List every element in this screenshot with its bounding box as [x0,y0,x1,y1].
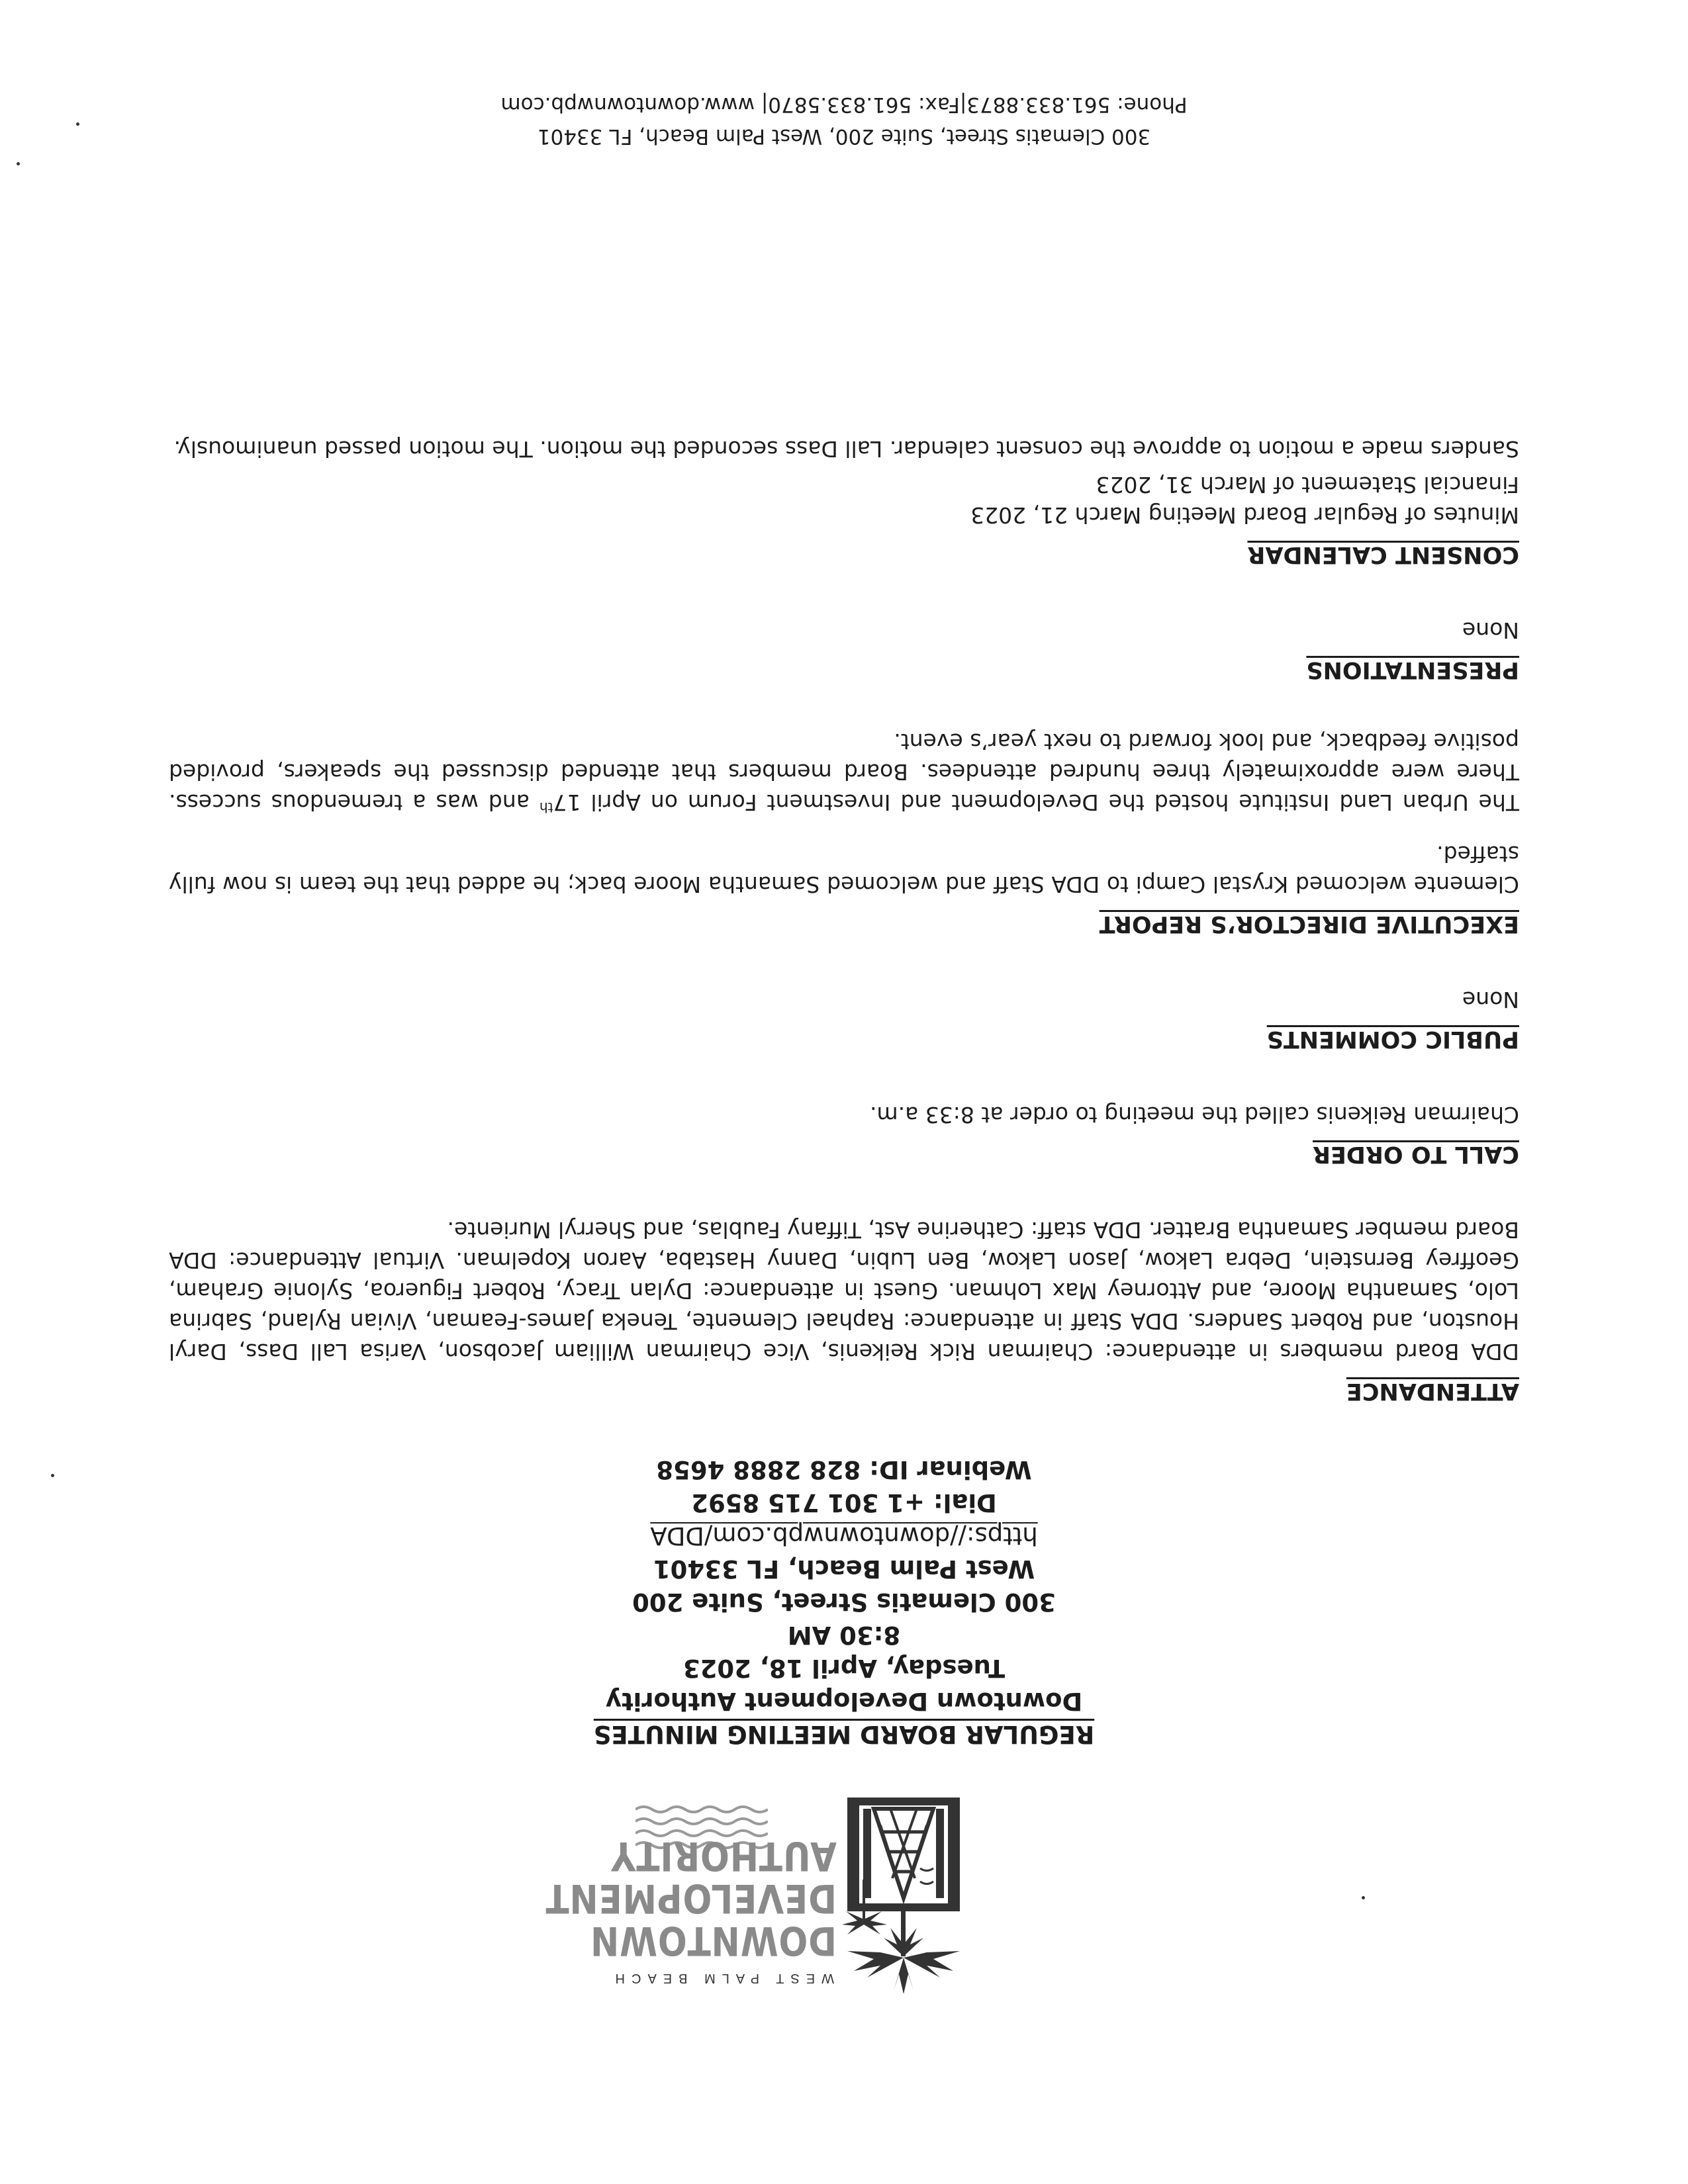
section-title-consent-calendar: CONSENT CALENDAR [1247,541,1519,568]
scan-speck [17,162,20,165]
consent-calendar-list [169,469,1519,530]
footer-contact: Phone: 561.833.8873|Fax: 561.833.5870| www.downtownwpb.com [500,93,1188,116]
ordinal-suffix: th [539,799,553,815]
executive-report-text-2 [169,726,1519,817]
section-title-call-to-order: CALL TO ORDER [1313,1141,1519,1167]
public-comments-text: None [1462,987,1519,1013]
attendance-text: DDA Board members in attendance: Chairman Rick Reikenis, Vice Chairman William Jacobson, Varisa Lall Dass, Daryl Houston, and Robert Sanders. DDA Staff in attendance: Raphael Clemente, Teneka James-Feaman, Vivian Ryland, Sabrina Lolo, Samantha Moore, and Attorney Max Lohman. Guest in attendance: Dylan Tracy, Robert Figueroa, Sylonie Graham, Geoffrey Bernstein, Debra Lakow, Jason Lakow, Ben Lubin, Danny Hastaba, Aaron Kopelman. Virtual Attendance: DDA Board member Samantha Bratter. DDA staff: Catherine Ast, Tiffany Faublas, and Sherryl Muriente. [169,1217,1519,1365]
meeting-date: Tuesday, April 18, 2023 [682,1654,1006,1682]
presentations-text: None [1462,617,1519,643]
section-title-attendance: ATTENDANCE [1346,1378,1519,1404]
scan-speck [1362,1896,1365,1899]
footer-address: 300 Clematis Street, Suite 200, West Palm Beach, FL 33401 [537,124,1151,148]
logo-word-authority: AUTHORITY [610,1833,837,1879]
list-item: Minutes of Regular Board Meeting March 21, 2023 [970,502,1519,528]
call-to-order-text: Chairman Reikenis called the meeting to order at 8:33 a.m. [869,1102,1519,1128]
logo-word-downtown: DOWNTOWN [590,1917,837,1964]
section-title-executive-report: EXECUTIVE DIRECTOR’S REPORT [1099,911,1519,937]
minutes-body [169,433,1519,1406]
webinar-id: Webinar ID: 828 2888 4658 [656,1455,1032,1484]
meeting-header [397,1453,1291,1751]
section-title-public-comments: PUBLIC COMMENTS [1266,1026,1519,1052]
logo-tagline: WEST PALM BEACH [608,1971,834,1985]
meeting-time: 8:30 AM [787,1621,901,1649]
palm-tree-logo-icon [841,1779,966,1997]
dial-in-number: Dial: +1 301 715 8592 [691,1488,997,1517]
scan-speck [76,122,79,126]
report-text-part: The Urban Land Institute hosted the Development and Investment Forum on April 17 [553,790,1519,815]
organization-name: Downtown Development Authority [605,1687,1083,1715]
document-title: REGULAR BOARD MEETING MINUTES [593,1720,1095,1749]
consent-calendar-motion-text: Sanders made a motion to approve the consent calendar. Lall Dass seconded the motion. The motion passed unanimously. [173,436,1519,462]
logo-word-development: DEVELOPMENT [545,1875,837,1921]
meeting-address-line2: West Palm Beach, FL 33401 [653,1555,1035,1583]
scan-speck [51,1474,54,1477]
page-footer [463,89,1225,152]
list-item: Financial Statement of March 31, 2023 [1096,472,1519,498]
meeting-address-line1: 300 Clematis Street, Suite 200 [632,1588,1056,1616]
section-title-presentations: PRESENTATIONS [1306,657,1519,683]
report-text-part: and was a tremendous success. There were approximately three hundred attendees. Board members that attended discussed the speakers, provided positive feedback, and look forward to next year’s event. [169,729,1519,815]
executive-report-text-1: Clemente welcomed Krystal Campi to DDA Staff and welcomed Samantha Moore back; he added that the team is now fully staffed. [169,841,1519,897]
meeting-url-link[interactable]: https://downtownwpb.com/DDA [650,1522,1038,1550]
